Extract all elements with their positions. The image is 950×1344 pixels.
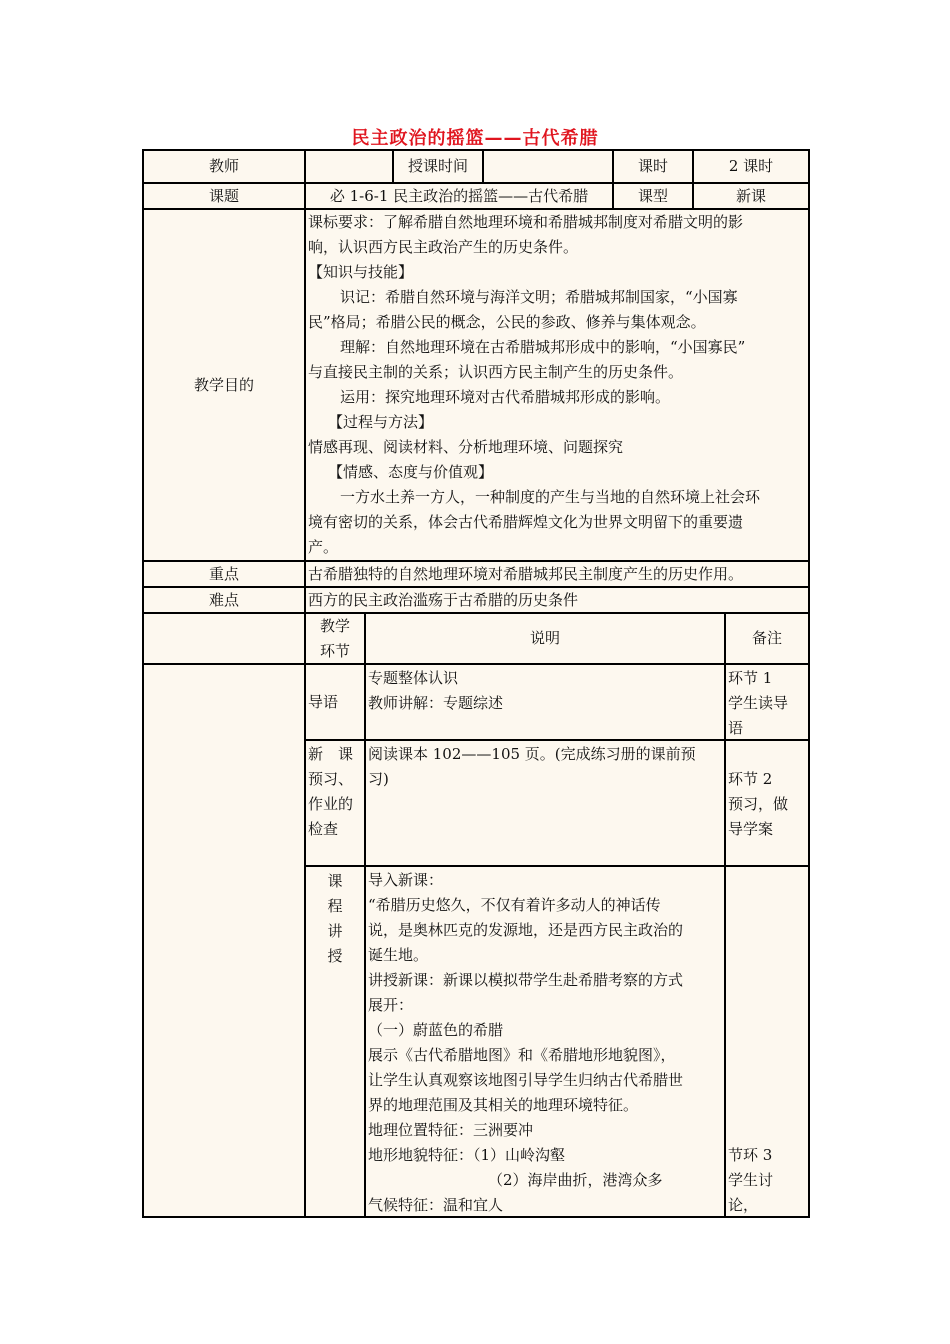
lecture-description xyxy=(366,867,724,1216)
stage-lecture-char: 程 xyxy=(327,897,343,915)
stage-lecture-char: 课 xyxy=(327,872,343,890)
preview-desc-line: 阅读课本 102——105 页。(完成练习册的课前预 xyxy=(368,745,696,763)
lecture-desc-line: 导入新课： xyxy=(368,871,444,889)
teacher-label: 教师 xyxy=(144,151,304,182)
difficulty-text: 西方的民主政治滥殇于古希腊的历史条件 xyxy=(306,588,808,612)
preview-description xyxy=(366,741,724,865)
difficulty-label: 难点 xyxy=(144,588,304,612)
process-left-column xyxy=(144,665,304,1216)
intro-desc-line: 专题整体认识 xyxy=(368,669,459,687)
stage-preview-line: 作业的 xyxy=(308,795,354,813)
class-time-label: 授课时间 xyxy=(394,151,482,182)
intro-note-line: 语 xyxy=(728,719,744,737)
lecture-desc-line: 展示《古代希腊地图》和《希腊地形地貌图》， xyxy=(368,1046,676,1064)
key-point-text: 古希腊独特的自然地理环境对希腊城邦民主制度产生的历史作用。 xyxy=(306,562,808,586)
objectives-line: 响，认识西方民主政治产生的历史条件。 xyxy=(308,238,579,256)
preview-note-line: 导学案 xyxy=(728,820,774,838)
lecture-desc-line: 气候特征：温和宜人 xyxy=(368,1196,504,1214)
key-point-label: 重点 xyxy=(144,562,304,586)
teacher-value xyxy=(306,151,392,182)
lecture-desc-line: “希腊历史悠久，不仅有着许多动人的神话传 xyxy=(368,896,661,914)
process-blank-cell xyxy=(144,614,304,663)
stage-preview-check xyxy=(306,741,364,865)
hours-value: 2 课时 xyxy=(694,151,808,182)
objectives-line: 【过程与方法】 xyxy=(328,413,434,431)
lecture-note-line: 论， xyxy=(728,1196,759,1214)
preview-note-line: 环节 2 xyxy=(728,770,773,788)
class-time-value xyxy=(484,151,612,182)
lecture-desc-line: 地形地貌特征：（1）山岭沟壑 xyxy=(368,1146,566,1164)
stage-preview-line: 新 课 xyxy=(308,745,354,763)
objectives-line: 情感再现、阅读材料、分析地理环境、问题探究 xyxy=(308,438,624,456)
preview-desc-line: 习) xyxy=(368,770,389,788)
objectives-line: 理解：自然地理环境在古希腊城邦形成中的影响，“小国寡民” xyxy=(340,338,746,356)
objectives-line: 民”格局；希腊公民的概念，公民的参政、修养与集体观念。 xyxy=(308,313,706,331)
stage-lecture-char: 讲 xyxy=(327,922,343,940)
lecture-desc-line: 诞生地。 xyxy=(368,946,429,964)
stage-header-line: 环节 xyxy=(319,641,350,660)
lecture-desc-line: 说，是奥林匹克的发源地，还是西方民主政治的 xyxy=(368,921,684,939)
topic-label: 课题 xyxy=(144,184,304,208)
objectives-line: 【知识与技能】 xyxy=(308,263,414,281)
intro-note xyxy=(726,665,808,739)
course-type-label: 课型 xyxy=(614,184,692,208)
lecture-note-line: 学生讨 xyxy=(728,1171,774,1189)
objectives-line: 产。 xyxy=(308,538,339,556)
objectives-line: 课标要求：了解希腊自然地理环境和希腊城邦制度对希腊文明的影 xyxy=(308,213,744,231)
preview-note xyxy=(726,741,808,865)
lecture-desc-line: 界的地理范围及其相关的地理环境特征。 xyxy=(368,1096,639,1114)
objectives-line: 境有密切的关系，体会古代希腊辉煌文化为世界文明留下的重要遗 xyxy=(308,513,744,531)
objectives-line: 一方水土养一方人，一种制度的产生与当地的自然环境上社会环 xyxy=(340,488,761,506)
objectives-line: 与直接民主制的关系；认识西方民主制产生的历史条件。 xyxy=(308,363,684,381)
stage-header-line: 教学 xyxy=(319,616,350,635)
lecture-note xyxy=(726,867,808,1216)
preview-note-line: 预习，做 xyxy=(728,795,789,813)
lecture-desc-line: 让学生认真观察该地图引导学生归纳古代希腊世 xyxy=(368,1071,684,1089)
objectives-label: 教学目的 xyxy=(144,210,304,560)
lecture-desc-line: 讲授新课：新课以模拟带学生赴希腊考察的方式 xyxy=(368,971,684,989)
lecture-desc-line: 地理位置特征：三洲要冲 xyxy=(368,1121,534,1139)
hours-label: 课时 xyxy=(614,151,692,182)
stage-preview-line: 检查 xyxy=(308,820,339,838)
intro-description xyxy=(366,665,724,739)
description-header: 说明 xyxy=(366,614,724,663)
preview-note-line xyxy=(728,742,808,767)
notes-header: 备注 xyxy=(726,614,808,663)
stage-lecture-char: 授 xyxy=(327,947,343,965)
lecture-desc-line: 展开： xyxy=(368,996,414,1014)
objectives-line: 识记：希腊自然环境与海洋文明；希腊城邦制国家，“小国寡 xyxy=(340,288,738,306)
stage-preview-line: 预习、 xyxy=(308,770,354,788)
objectives-line: 运用：探究地理环境对古代希腊城邦形成的影响。 xyxy=(340,388,671,406)
intro-note-line: 环节 1 xyxy=(728,669,773,687)
intro-desc-line: 教师讲解：专题综述 xyxy=(368,694,504,712)
document-title: 民主政治的摇篮——古代希腊 xyxy=(351,128,599,149)
stage-header xyxy=(306,614,364,663)
lecture-desc-line: （一）蔚蓝色的希腊 xyxy=(368,1021,504,1039)
stage-intro: 导语 xyxy=(306,665,364,739)
topic-value: 必 1-6-1 民主政治的摇篮——古代希腊 xyxy=(306,184,612,208)
stage-lecture xyxy=(306,867,364,1216)
lecture-desc-line: （2）海岸曲折，港湾众多 xyxy=(488,1171,663,1189)
intro-note-line: 学生读导 xyxy=(728,694,789,712)
objectives-line: 【情感、态度与价值观】 xyxy=(328,463,494,481)
objectives-content xyxy=(306,210,808,560)
course-type-value: 新课 xyxy=(694,184,808,208)
lecture-note-line: 节环 3 xyxy=(728,1146,773,1164)
